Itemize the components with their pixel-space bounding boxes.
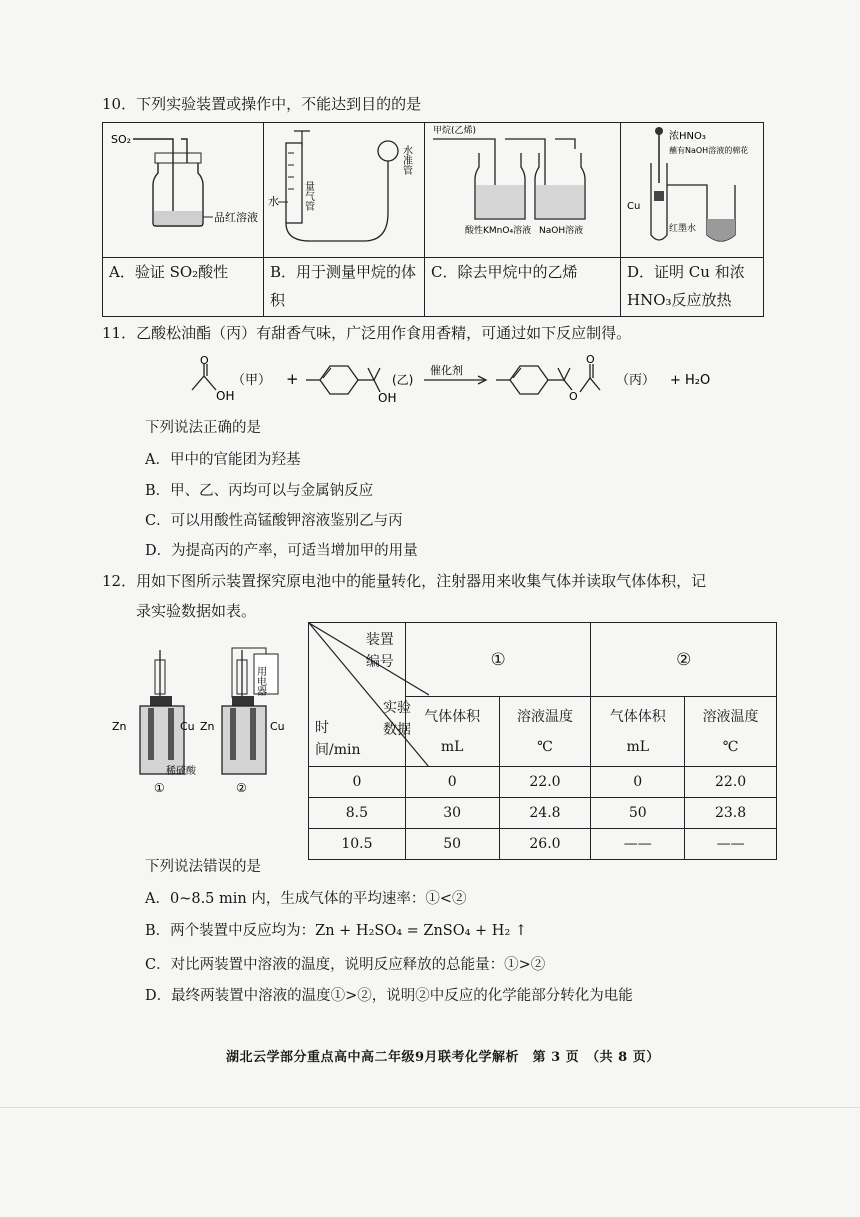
q11-option-d: D．为提高丙的产率，可适当增加甲的用量 xyxy=(145,543,418,559)
q11-option-c: C．可以用酸性高锰酸钾溶液鉴别乙与丙 xyxy=(145,513,403,529)
cell-temp-2: 23.8 xyxy=(685,798,777,829)
table-row xyxy=(309,829,777,860)
q10-option-d: D．证明 Cu 和浓HNO₃反应放热 xyxy=(621,258,764,317)
sub-header-volume-1: 气体体积 mL xyxy=(405,697,499,767)
catalyst-label: 催化剂 xyxy=(430,364,463,377)
zn-label-2: Zn xyxy=(200,720,215,733)
group-2-header: ② xyxy=(591,623,777,697)
q12-option-d: D．最终两装置中溶液的温度①>②，说明②中反应的化学能部分转化为电能 xyxy=(145,988,633,1004)
table-row xyxy=(309,767,777,798)
cell-volume-2: —— xyxy=(591,829,685,860)
zn-label-1: Zn xyxy=(112,720,127,733)
cotton-label: 蘸有NaOH溶液的棉花 xyxy=(669,146,749,155)
pinhong-label: 品红溶液 xyxy=(214,211,258,224)
q12-option-a: A．0~8.5 min 内，生成气体的平均速率：①<② xyxy=(145,891,467,907)
q12-prompt: 下列说法错误的是 xyxy=(145,859,261,875)
sub-header-volume-2: 气体体积 mL xyxy=(591,697,685,767)
acid-o-label: O xyxy=(200,354,209,367)
carbonyl-o-label: O xyxy=(586,354,595,366)
plus-sign: + xyxy=(286,370,299,388)
jia-label: （甲） xyxy=(232,373,272,388)
cell-2-label: ② xyxy=(236,781,247,795)
header-device: 装置编号 xyxy=(365,632,394,670)
hno3-label: 浓HNO₃ xyxy=(669,131,706,142)
q11-option-a: A．甲中的官能团为羟基 xyxy=(145,452,301,468)
group-1-header: ① xyxy=(405,623,591,697)
cell-temp-1: 22.0 xyxy=(499,767,591,798)
cell-temp-2: 22.0 xyxy=(685,767,777,798)
table-row xyxy=(309,798,777,829)
q10-figure-a xyxy=(103,123,264,258)
cell-volume-1: 50 xyxy=(405,829,499,860)
q10-apparatus-table xyxy=(102,122,764,317)
q10-option-b: B．用于测量甲烷的体积 xyxy=(264,258,425,317)
cu-label: Cu xyxy=(627,201,641,212)
page-edge-divider xyxy=(0,1107,860,1108)
q12-stem-line2: 录实验数据如表。 xyxy=(136,602,257,620)
cell-time: 8.5 xyxy=(309,798,406,829)
alcohol-oh-label: OH xyxy=(378,391,397,405)
table-diagonal-header xyxy=(309,623,411,767)
q10-option-c: C．除去甲烷中的乙烯 xyxy=(425,258,621,317)
wash-bottles-figure xyxy=(425,123,620,253)
so2-bottle-figure xyxy=(103,123,263,253)
q10-option-a: A．验证 SO₂酸性 xyxy=(103,258,264,317)
cell-time: 10.5 xyxy=(309,829,406,860)
q12-data-table xyxy=(308,622,777,860)
cell-volume-2: 50 xyxy=(591,798,685,829)
cell-volume-1: 30 xyxy=(405,798,499,829)
q12-option-b: B．两个装置中反应均为：Zn + H₂SO₄ = ZnSO₄ + H₂ ↑ xyxy=(145,923,528,939)
q11-stem: 11．乙酸松油酯（丙）有甜香气味，广泛用作食用香精，可通过如下反应制得。 xyxy=(102,324,632,342)
burette-label: 量气管 xyxy=(302,181,314,211)
ester-o-label: O xyxy=(569,390,578,403)
cu-label-2: Cu xyxy=(270,720,285,733)
bing-label: （丙） xyxy=(616,373,656,388)
q10-figure-c xyxy=(425,123,621,258)
q12-stem-line1: 12．用如下图所示装置探究原电池中的能量转化，注射器用来收集气体并读取气体体积，记 xyxy=(102,572,707,590)
cu-hno3-figure xyxy=(621,123,763,253)
q10-figure-b xyxy=(264,123,425,258)
so2-label: SO₂ xyxy=(111,133,132,146)
q12-option-c: C．对比两装置中溶液的温度，说明反应释放的总能量：①>② xyxy=(145,957,546,973)
red-ink-label: 红墨水 xyxy=(669,224,697,234)
level-tube-label: 水准管 xyxy=(400,145,412,175)
cell-temp-2: —— xyxy=(685,829,777,860)
water-label: 水 xyxy=(268,195,279,208)
cell-1-label: ① xyxy=(154,781,165,795)
appliance-label: 用电器 xyxy=(254,666,266,696)
q11-option-b: B．甲、乙、丙均可以与金属钠反应 xyxy=(145,483,374,499)
q11-prompt: 下列说法正确的是 xyxy=(145,420,261,436)
cell-volume-2: 0 xyxy=(591,767,685,798)
methane-label: 甲烷(乙烯) xyxy=(433,126,477,136)
cell-temp-1: 24.8 xyxy=(499,798,591,829)
yi-label: (乙) xyxy=(392,373,414,387)
page-footer: 湖北云学部分重点高中高二年级9月联考化学解析 第 3 页 （共 8 页） xyxy=(226,1050,660,1065)
acid-oh-label: OH xyxy=(216,389,235,403)
kmno4-label: 酸性KMnO₄溶液 xyxy=(465,226,532,236)
q10-stem: 10．下列实验装置或操作中，不能达到目的的是 xyxy=(102,95,422,113)
water-product-label: + H₂O xyxy=(670,373,711,388)
acid-label: 稀硫酸 xyxy=(166,766,196,777)
sub-header-temp-1: 溶液温度 ℃ xyxy=(499,697,591,767)
q10-figure-d xyxy=(621,123,764,258)
header-time: 时间/min xyxy=(315,720,361,758)
header-data: 实验数据 xyxy=(383,700,411,738)
q11-reaction-equation xyxy=(180,354,740,410)
q12-cell-figure xyxy=(110,646,300,796)
sub-header-temp-2: 溶液温度 ℃ xyxy=(685,697,777,767)
cell-volume-1: 0 xyxy=(405,767,499,798)
cell-temp-1: 26.0 xyxy=(499,829,591,860)
cu-label-1: Cu xyxy=(180,720,195,733)
naoh-label: NaOH溶液 xyxy=(539,226,584,236)
gas-burette-figure xyxy=(264,123,424,253)
cell-time: 0 xyxy=(309,767,406,798)
